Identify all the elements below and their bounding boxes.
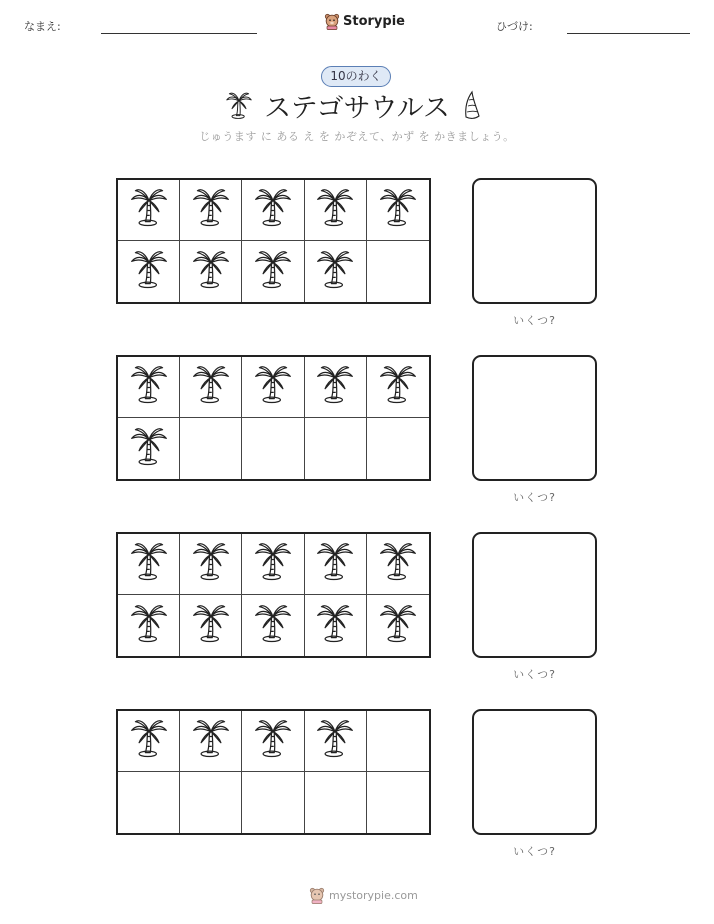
palm-tree-icon bbox=[253, 718, 293, 764]
frame-cell bbox=[242, 180, 304, 241]
answer-box-4[interactable] bbox=[472, 709, 597, 835]
frame-cell bbox=[367, 595, 429, 656]
palm-tree-icon bbox=[315, 364, 355, 410]
frame-cell bbox=[118, 772, 180, 833]
palm-tree-icon bbox=[129, 426, 169, 472]
date-label: ひづけ: bbox=[496, 20, 533, 33]
frame-cell bbox=[180, 711, 242, 772]
frame-cell bbox=[305, 357, 367, 418]
palm-tree-icon bbox=[315, 718, 355, 764]
frame-cell bbox=[180, 772, 242, 833]
frame-cell bbox=[118, 357, 180, 418]
frame-cell bbox=[367, 772, 429, 833]
frame-cell bbox=[118, 711, 180, 772]
frame-cell bbox=[305, 241, 367, 302]
palm-tree-icon bbox=[253, 187, 293, 233]
palm-tree-icon bbox=[253, 249, 293, 295]
frame-cell bbox=[242, 534, 304, 595]
frame-cell bbox=[180, 418, 242, 479]
answer-box-2[interactable] bbox=[472, 355, 597, 481]
bear-mascot-icon bbox=[324, 13, 340, 30]
frame-cell bbox=[305, 595, 367, 656]
palm-tree-icon bbox=[129, 603, 169, 649]
palm-tree-icon bbox=[191, 364, 231, 410]
palm-tree-icon bbox=[378, 603, 418, 649]
frame-cell bbox=[118, 534, 180, 595]
frame-cell bbox=[242, 595, 304, 656]
question-label-4: いくつ? bbox=[513, 845, 556, 858]
frame-cell bbox=[180, 180, 242, 241]
palm-tree-icon bbox=[129, 364, 169, 410]
ten-frame-1 bbox=[116, 178, 431, 304]
palm-tree-icon bbox=[129, 718, 169, 764]
palm-tree-icon bbox=[191, 603, 231, 649]
name-label: なまえ: bbox=[24, 20, 61, 33]
frame-cell bbox=[242, 357, 304, 418]
frame-cell bbox=[242, 241, 304, 302]
frame-cell bbox=[180, 534, 242, 595]
palm-tree-icon bbox=[315, 541, 355, 587]
palm-tree-icon bbox=[191, 187, 231, 233]
palm-tree-icon bbox=[315, 187, 355, 233]
palm-tree-icon bbox=[129, 187, 169, 233]
frame-cell bbox=[367, 711, 429, 772]
frame-cell bbox=[367, 357, 429, 418]
ten-frame-3 bbox=[116, 532, 431, 658]
palm-tree-icon bbox=[378, 541, 418, 587]
palm-tree-icon bbox=[253, 541, 293, 587]
footer bbox=[309, 887, 418, 904]
frame-cell bbox=[118, 241, 180, 302]
palm-tree-icon bbox=[191, 541, 231, 587]
frame-cell bbox=[367, 241, 429, 302]
palm-tree-icon bbox=[315, 249, 355, 295]
frame-cell bbox=[305, 534, 367, 595]
name-line[interactable] bbox=[101, 33, 257, 34]
question-label-2: いくつ? bbox=[513, 491, 556, 504]
palm-tree-icon bbox=[253, 364, 293, 410]
palm-tree-icon bbox=[378, 364, 418, 410]
ten-frame-2 bbox=[116, 355, 431, 481]
footer-url: mystorypie.com bbox=[329, 889, 418, 902]
frame-cell bbox=[180, 357, 242, 418]
frame-cell bbox=[305, 711, 367, 772]
palm-tree-icon bbox=[315, 603, 355, 649]
frame-cell bbox=[180, 241, 242, 302]
worksheet-badge: 10のわく bbox=[321, 66, 391, 87]
frame-cell bbox=[242, 418, 304, 479]
instruction-text: じゅうます に ある え を かぞえて、かず を かきましょう。 bbox=[199, 130, 515, 143]
frame-cell bbox=[305, 418, 367, 479]
frame-cell bbox=[367, 534, 429, 595]
palm-tree-icon bbox=[378, 187, 418, 233]
frame-cell bbox=[180, 595, 242, 656]
brand-logo bbox=[324, 13, 405, 30]
palm-tree-icon bbox=[191, 718, 231, 764]
ten-frame-4 bbox=[116, 709, 431, 835]
worksheet-title: ステゴサウルス bbox=[264, 93, 450, 124]
palm-tree-icon bbox=[129, 249, 169, 295]
frame-cell bbox=[242, 772, 304, 833]
answer-box-3[interactable] bbox=[472, 532, 597, 658]
spike-horn-icon bbox=[462, 90, 482, 124]
palm-tree-icon bbox=[191, 249, 231, 295]
brand-name: Storypie bbox=[343, 14, 405, 29]
question-label-1: いくつ? bbox=[513, 314, 556, 327]
palm-tree-icon bbox=[129, 541, 169, 587]
palm-tree-icon bbox=[253, 603, 293, 649]
frame-cell bbox=[118, 180, 180, 241]
frame-cell bbox=[367, 418, 429, 479]
answer-box-1[interactable] bbox=[472, 178, 597, 304]
frame-cell bbox=[242, 711, 304, 772]
frame-cell bbox=[118, 418, 180, 479]
frame-cell bbox=[367, 180, 429, 241]
frame-cell bbox=[118, 595, 180, 656]
date-line[interactable] bbox=[567, 33, 690, 34]
frame-cell bbox=[305, 772, 367, 833]
frame-cell bbox=[305, 180, 367, 241]
bear-mascot-icon bbox=[309, 887, 325, 904]
question-label-3: いくつ? bbox=[513, 668, 556, 681]
